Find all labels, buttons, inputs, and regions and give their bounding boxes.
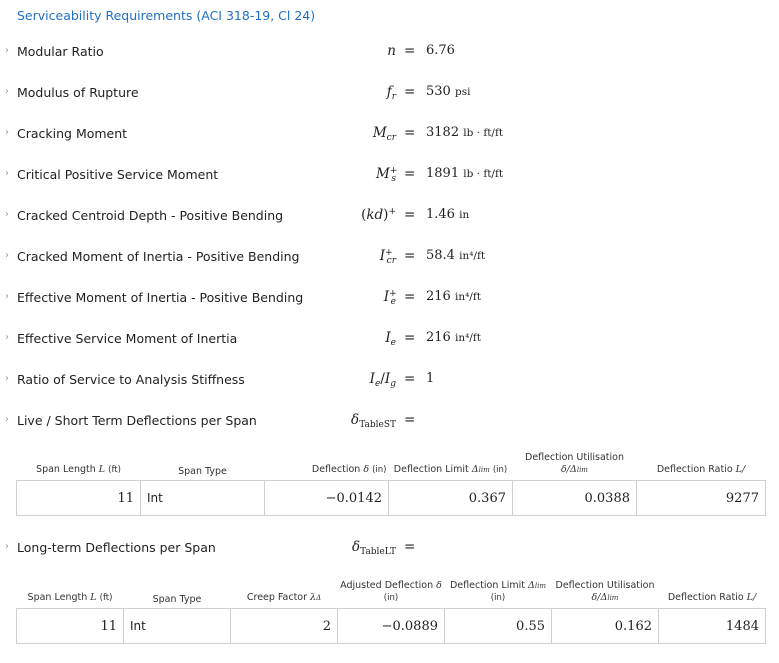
symbol: $M_{cr}$ [372, 125, 396, 143]
cell-utilisation[interactable]: 0.0388 [513, 481, 637, 516]
chevron-right-icon[interactable]: › [5, 291, 9, 302]
col-header-span-type: Span Type [178, 466, 227, 477]
chevron-right-icon[interactable]: › [5, 332, 9, 343]
equals-sign: = [404, 371, 416, 387]
col-header-span-length: Span Length L (ft) [27, 592, 113, 603]
row-value: 1 [426, 371, 435, 386]
equals-sign: = [404, 412, 416, 428]
chevron-right-icon[interactable]: › [5, 127, 9, 138]
row-stiffness-ratio[interactable] [0, 371, 779, 391]
symbol: n [387, 43, 396, 59]
chevron-right-icon[interactable]: › [5, 250, 9, 261]
col-header-ratio: Deflection Ratio L/ [667, 592, 757, 603]
row-label: Critical Positive Service Moment [17, 167, 219, 182]
symbol: $I^+_{cr}$ [379, 248, 396, 266]
long-term-deflection-table [16, 580, 766, 644]
row-label: Effective Moment of Inertia - Positive Bending [17, 290, 304, 305]
col-header-creep-factor: Creep Factor λΔ [246, 592, 322, 603]
cell-deflection[interactable]: −0.0142 [265, 481, 389, 516]
cell-span-type[interactable]: Int [124, 609, 231, 644]
symbol: (kd)+ [361, 207, 396, 223]
equals-sign: = [404, 289, 416, 305]
col-header-deflection-limit: Deflection Limit Δlim (in) [393, 464, 508, 475]
chevron-right-icon[interactable]: › [5, 541, 9, 552]
symbol: $I_e$ [385, 330, 396, 348]
equals-sign: = [404, 43, 416, 59]
row-value: 1.46 in [426, 207, 470, 222]
equals-sign: = [404, 166, 416, 182]
row-label: Live / Short Term Deflections per Span [17, 413, 257, 428]
row-value: 530 psi [426, 84, 471, 99]
row-label: Long-term Deflections per Span [17, 540, 216, 555]
col-header-deflection-limit: Deflection Limit Δlim (in) [449, 580, 546, 603]
col-header-deflection: Deflection δ (in) [311, 464, 387, 475]
table-header-row [17, 580, 766, 609]
row-cracked-centroid-depth[interactable] [0, 207, 779, 227]
short-term-deflection-table [16, 452, 766, 516]
row-value: 58.4 in⁴/ft [426, 248, 486, 263]
row-cracked-moment-of-inertia[interactable] [0, 248, 779, 268]
cell-utilisation[interactable]: 0.162 [552, 609, 659, 644]
row-long-term-deflections[interactable] [0, 539, 779, 559]
row-label: Modular Ratio [17, 44, 104, 59]
col-header-utilisation: Deflection Utilisation δ/Δlim [555, 580, 655, 603]
symbol: $I_e/I_g$ [369, 371, 396, 389]
row-value: 1891 lb · ft/ft [426, 166, 504, 181]
cell-adjusted-deflection[interactable]: −0.0889 [338, 609, 445, 644]
cell-span-length[interactable]: 11 [17, 609, 124, 644]
equals-sign: = [404, 330, 416, 346]
cell-ratio[interactable]: 1484 [659, 609, 766, 644]
row-label: Cracked Moment of Inertia - Positive Bending [17, 249, 300, 264]
chevron-right-icon[interactable]: › [5, 414, 9, 425]
row-cracking-moment[interactable] [0, 125, 779, 145]
row-value: 216 in⁴/ft [426, 289, 481, 304]
row-label: Effective Service Moment of Inertia [17, 331, 238, 346]
row-modulus-of-rupture[interactable] [0, 84, 779, 104]
cell-creep-factor[interactable]: 2 [231, 609, 338, 644]
equals-sign: = [404, 539, 416, 555]
row-critical-positive-service-moment[interactable] [0, 166, 779, 186]
chevron-right-icon[interactable]: › [5, 86, 9, 97]
equals-sign: = [404, 248, 416, 264]
cell-deflection-limit[interactable]: 0.367 [389, 481, 513, 516]
col-header-span-type: Span Type [152, 594, 202, 605]
equals-sign: = [404, 207, 416, 223]
row-value: 6.76 [426, 43, 455, 58]
equals-sign: = [404, 125, 416, 141]
row-label: Cracking Moment [17, 126, 128, 141]
cell-deflection-limit[interactable]: 0.55 [445, 609, 552, 644]
row-effective-service-moment-of-inertia[interactable] [0, 330, 779, 350]
symbol: $f_r$ [386, 84, 396, 102]
col-header-adjusted-deflection: Adjusted Deflection δ (in) [340, 580, 442, 603]
cell-span-length[interactable]: 11 [17, 481, 141, 516]
chevron-right-icon[interactable]: › [5, 209, 9, 220]
row-label: Ratio of Service to Analysis Stiffness [17, 372, 245, 387]
cell-span-type[interactable]: Int [141, 481, 265, 516]
row-effective-moment-of-inertia[interactable] [0, 289, 779, 309]
symbol: $I^+_e$ [383, 289, 397, 307]
table-header-row [17, 452, 766, 481]
row-modular-ratio[interactable] [0, 43, 779, 63]
symbol: $M^+_s$ [376, 166, 398, 184]
chevron-right-icon[interactable]: › [5, 168, 9, 179]
row-label: Cracked Centroid Depth - Positive Bending [17, 208, 284, 223]
chevron-right-icon[interactable]: › [5, 45, 9, 56]
col-header-span-length: Span Length L (ft) [36, 464, 121, 475]
cell-ratio[interactable]: 9277 [637, 481, 766, 516]
row-label: Modulus of Rupture [17, 85, 139, 100]
row-value: 3182 lb · ft/ft [426, 125, 504, 140]
col-header-utilisation: Deflection Utilisation δ/Δlim [525, 452, 624, 475]
row-value: 216 in⁴/ft [426, 330, 481, 345]
col-header-ratio: Deflection Ratio L/ [656, 464, 746, 475]
section-title: Serviceability Requirements (ACI 318-19, Cl 24) [17, 8, 316, 23]
row-short-term-deflections[interactable] [0, 412, 779, 432]
equals-sign: = [404, 84, 416, 100]
table-row [17, 481, 766, 516]
chevron-right-icon[interactable]: › [5, 373, 9, 384]
symbol: $\delta_{TableLT}$ [351, 539, 396, 557]
table-row [17, 609, 766, 644]
symbol: $\delta_{TableST}$ [351, 412, 396, 430]
